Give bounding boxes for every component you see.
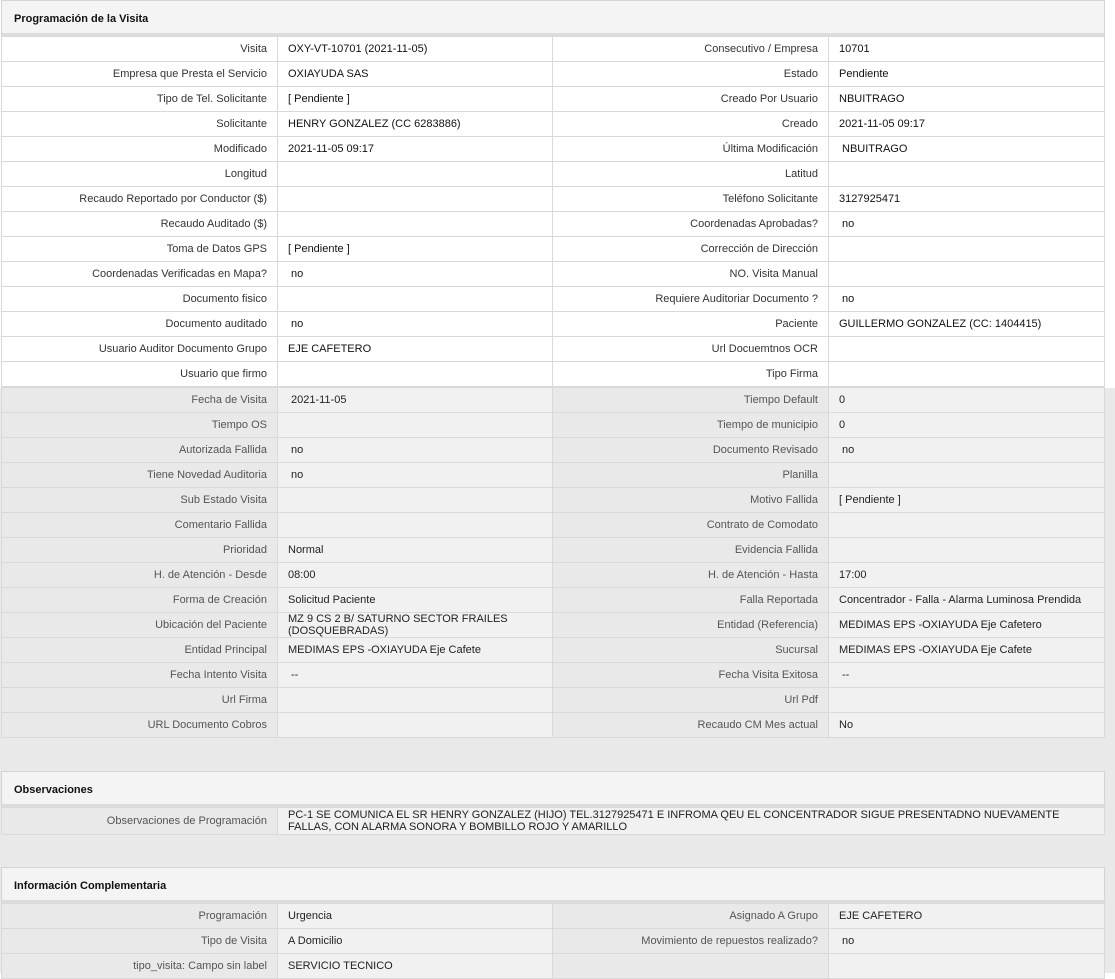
- field-label: Solicitante: [2, 112, 278, 137]
- field-label: Asignado A Grupo: [553, 904, 829, 929]
- field-value: 10701: [829, 37, 1105, 62]
- table-row: [2, 137, 1105, 162]
- table-row: [2, 413, 1105, 438]
- table-row: [2, 37, 1105, 62]
- table-row: [2, 312, 1105, 337]
- field-label: Modificado: [2, 137, 278, 162]
- field-label: Latitud: [553, 162, 829, 187]
- field-value: [829, 362, 1105, 387]
- observaciones-table: [1, 807, 1105, 835]
- field-value: no: [278, 312, 553, 337]
- field-value: [278, 287, 553, 312]
- field-value: no: [278, 438, 553, 463]
- table-row: [2, 904, 1105, 929]
- table-row: [2, 613, 1105, 638]
- field-label: Url Firma: [2, 688, 278, 713]
- field-value: no: [829, 929, 1105, 954]
- visit-detail-page: [1, 0, 1105, 979]
- field-value: no: [829, 287, 1105, 312]
- field-value: [278, 187, 553, 212]
- section-header-observaciones: Observaciones: [1, 771, 1105, 807]
- field-value: [ Pendiente ]: [278, 87, 553, 112]
- field-value: [829, 262, 1105, 287]
- table-row: [2, 488, 1105, 513]
- section-header-complementaria: Información Complementaria: [1, 867, 1105, 903]
- field-value: 0: [829, 413, 1105, 438]
- table-row: [2, 162, 1105, 187]
- field-label: Falla Reportada: [553, 588, 829, 613]
- field-value: OXY-VT-10701 (2021-11-05): [278, 37, 553, 62]
- table-row: [2, 929, 1105, 954]
- field-value: Urgencia: [278, 904, 553, 929]
- table-row: [2, 388, 1105, 413]
- field-value: [278, 212, 553, 237]
- table-row: [2, 62, 1105, 87]
- field-value: SERVICIO TECNICO: [278, 954, 553, 979]
- field-label: Consecutivo / Empresa: [553, 37, 829, 62]
- table-row: [2, 954, 1105, 979]
- field-value: [829, 538, 1105, 563]
- complementaria-table: [1, 903, 1105, 979]
- field-value: [829, 463, 1105, 488]
- field-label: Sucursal: [553, 638, 829, 663]
- field-label: H. de Atención - Hasta: [553, 563, 829, 588]
- table-row: [2, 87, 1105, 112]
- field-value: OXIAYUDA SAS: [278, 62, 553, 87]
- field-value: MEDIMAS EPS -OXIAYUDA Eje Cafete: [278, 638, 553, 663]
- field-label: Empresa que Presta el Servicio: [2, 62, 278, 87]
- field-label: Longitud: [2, 162, 278, 187]
- field-label: Tiempo Default: [553, 388, 829, 413]
- field-label: NO. Visita Manual: [553, 262, 829, 287]
- field-value: GUILLERMO GONZALEZ (CC: 1404415): [829, 312, 1105, 337]
- field-label: Entidad Principal: [2, 638, 278, 663]
- field-label: Última Modificación: [553, 137, 829, 162]
- field-label: Observaciones de Programación: [2, 808, 278, 835]
- field-value: [829, 237, 1105, 262]
- field-value: EJE CAFETERO: [829, 904, 1105, 929]
- field-value: EJE CAFETERO: [278, 337, 553, 362]
- field-label: Creado Por Usuario: [553, 87, 829, 112]
- field-label: [553, 954, 829, 979]
- field-label: Tipo de Tel. Solicitante: [2, 87, 278, 112]
- table-row: [2, 538, 1105, 563]
- field-value: --: [278, 663, 553, 688]
- field-label: Motivo Fallida: [553, 488, 829, 513]
- field-label: Requiere Auditoriar Documento ?: [553, 287, 829, 312]
- field-label: Comentario Fallida: [2, 513, 278, 538]
- field-value: no: [278, 463, 553, 488]
- field-label: Tiempo OS: [2, 413, 278, 438]
- field-label: Documento auditado: [2, 312, 278, 337]
- table-row: [2, 187, 1105, 212]
- field-label: H. de Atención - Desde: [2, 563, 278, 588]
- field-label: Prioridad: [2, 538, 278, 563]
- field-value: [829, 688, 1105, 713]
- field-label: Evidencia Fallida: [553, 538, 829, 563]
- field-label: Creado: [553, 112, 829, 137]
- field-value: no: [829, 212, 1105, 237]
- field-label: URL Documento Cobros: [2, 713, 278, 738]
- field-label: Autorizada Fallida: [2, 438, 278, 463]
- field-label: Movimiento de repuestos realizado?: [553, 929, 829, 954]
- table-row: [2, 713, 1105, 738]
- field-label: Corrección de Dirección: [553, 237, 829, 262]
- programacion-table-white: [1, 36, 1105, 387]
- field-value: 17:00: [829, 563, 1105, 588]
- programacion-table-gray: [1, 387, 1105, 738]
- field-label: Documento fisico: [2, 287, 278, 312]
- field-label: Recaudo Auditado ($): [2, 212, 278, 237]
- field-value: [ Pendiente ]: [278, 237, 553, 262]
- table-row: [2, 337, 1105, 362]
- field-label: Recaudo CM Mes actual: [553, 713, 829, 738]
- field-label: Documento Revisado: [553, 438, 829, 463]
- field-label: Tipo Firma: [553, 362, 829, 387]
- field-value: Concentrador - Falla - Alarma Luminosa Prendida: [829, 588, 1105, 613]
- field-label: Url Docuemtnos OCR: [553, 337, 829, 362]
- field-value: 3127925471: [829, 187, 1105, 212]
- field-label: Toma de Datos GPS: [2, 237, 278, 262]
- field-value: [278, 688, 553, 713]
- field-label: Paciente: [553, 312, 829, 337]
- field-value: Pendiente: [829, 62, 1105, 87]
- field-label: Entidad (Referencia): [553, 613, 829, 638]
- field-label: Fecha Intento Visita: [2, 663, 278, 688]
- field-label: Coordenadas Aprobadas?: [553, 212, 829, 237]
- field-label: Tiempo de municipio: [553, 413, 829, 438]
- field-label: Forma de Creación: [2, 588, 278, 613]
- field-value: 2021-11-05 09:17: [829, 112, 1105, 137]
- field-value: [829, 162, 1105, 187]
- field-value: 2021-11-05 09:17: [278, 137, 553, 162]
- field-label: Visita: [2, 37, 278, 62]
- field-value: [829, 954, 1105, 979]
- table-row: [2, 463, 1105, 488]
- field-value: MZ 9 CS 2 B/ SATURNO SECTOR FRAILES (DOSQUEBRADAS): [278, 613, 553, 638]
- field-value: [278, 362, 553, 387]
- field-label: Sub Estado Visita: [2, 488, 278, 513]
- field-value: Normal: [278, 538, 553, 563]
- field-value: [278, 488, 553, 513]
- section-header-programacion: Programación de la Visita: [1, 0, 1105, 36]
- field-value: 0: [829, 388, 1105, 413]
- field-value: A Domicilio: [278, 929, 553, 954]
- table-row: [2, 563, 1105, 588]
- observaciones-value: PC-1 SE COMUNICA EL SR HENRY GONZALEZ (HIJO) TEL.3127925471 E INFROMA QEU EL CONCENTRADOR SIGUE PRESENTADNO NUEVAMENTE FALLAS, CON ALARMA SONORA Y BOMBILLO ROJO Y AMARILLO: [278, 808, 1105, 835]
- field-label: Tipo de Visita: [2, 929, 278, 954]
- field-value: HENRY GONZALEZ (CC 6283886): [278, 112, 553, 137]
- table-row: [2, 663, 1105, 688]
- field-label: Recaudo Reportado por Conductor ($): [2, 187, 278, 212]
- table-row: [2, 237, 1105, 262]
- field-value: MEDIMAS EPS -OXIAYUDA Eje Cafetero: [829, 613, 1105, 638]
- table-row: [2, 638, 1105, 663]
- field-label: tipo_visita: Campo sin label: [2, 954, 278, 979]
- field-value: [829, 337, 1105, 362]
- field-label: Usuario que firmo: [2, 362, 278, 387]
- field-value: NBUITRAGO: [829, 137, 1105, 162]
- field-value: No: [829, 713, 1105, 738]
- field-label: Fecha Visita Exitosa: [553, 663, 829, 688]
- field-value: --: [829, 663, 1105, 688]
- field-value: Solicitud Paciente: [278, 588, 553, 613]
- field-value: [829, 513, 1105, 538]
- field-label: Programación: [2, 904, 278, 929]
- field-label: Fecha de Visita: [2, 388, 278, 413]
- field-value: [278, 413, 553, 438]
- field-value: 08:00: [278, 563, 553, 588]
- field-label: Contrato de Comodato: [553, 513, 829, 538]
- field-value: MEDIMAS EPS -OXIAYUDA Eje Cafete: [829, 638, 1105, 663]
- field-label: Tiene Novedad Auditoria: [2, 463, 278, 488]
- field-label: Planilla: [553, 463, 829, 488]
- field-value: no: [278, 262, 553, 287]
- field-value: [278, 713, 553, 738]
- table-row: [2, 588, 1105, 613]
- table-row: [2, 287, 1105, 312]
- field-label: Teléfono Solicitante: [553, 187, 829, 212]
- table-row: [2, 362, 1105, 387]
- field-value: 2021-11-05: [278, 388, 553, 413]
- field-value: [278, 513, 553, 538]
- field-value: [ Pendiente ]: [829, 488, 1105, 513]
- table-row: [2, 688, 1105, 713]
- field-value: no: [829, 438, 1105, 463]
- table-row: [2, 513, 1105, 538]
- field-label: Coordenadas Verificadas en Mapa?: [2, 262, 278, 287]
- field-label: Url Pdf: [553, 688, 829, 713]
- field-label: Estado: [553, 62, 829, 87]
- field-value: [278, 162, 553, 187]
- table-row: [2, 262, 1105, 287]
- table-row: [2, 438, 1105, 463]
- field-label: Ubicación del Paciente: [2, 613, 278, 638]
- table-row: [2, 212, 1105, 237]
- table-row: [2, 112, 1105, 137]
- field-value: NBUITRAGO: [829, 87, 1105, 112]
- field-label: Usuario Auditor Documento Grupo: [2, 337, 278, 362]
- table-row: [2, 808, 1105, 835]
